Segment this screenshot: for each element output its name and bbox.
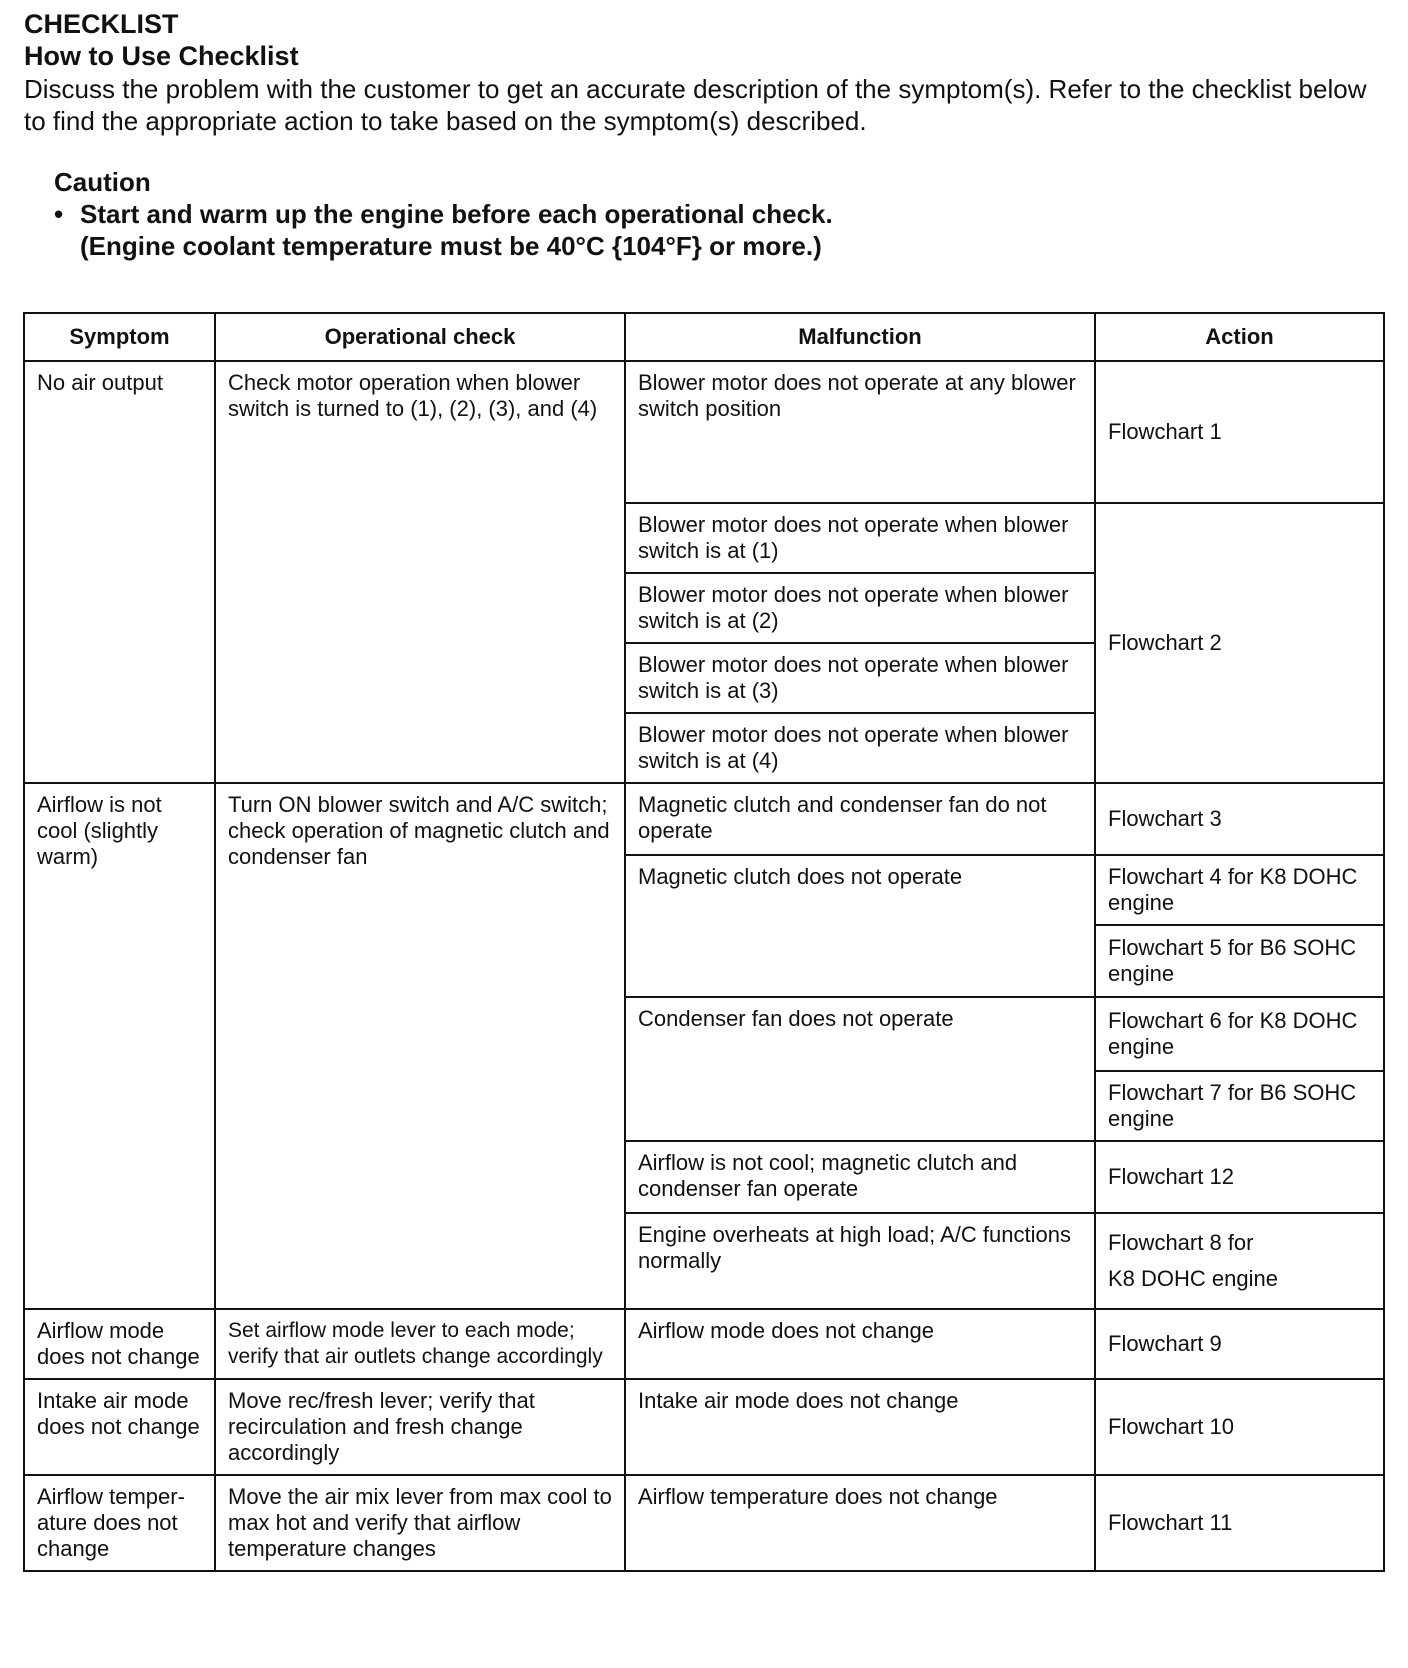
action-cell: Flowchart 5 for B6 SOHC engine bbox=[1095, 925, 1384, 997]
table-row bbox=[24, 783, 1384, 855]
checklist-table bbox=[23, 312, 1385, 1572]
action-cell: Flowchart 12 bbox=[1095, 1141, 1384, 1213]
action-line: Flowchart 8 for bbox=[1108, 1230, 1254, 1255]
caution-line-2: (Engine coolant temperature must be 40°C {104°F} or more.) bbox=[80, 231, 822, 261]
malfunction-cell: Blower motor does not operate when blower switch is at (3) bbox=[625, 643, 1095, 713]
page-title: CHECKLIST bbox=[24, 9, 179, 39]
bullet-icon: • bbox=[54, 199, 64, 229]
operational-check-cell: Check motor operation when blower switch is turned to (1), (2), (3), and (4) bbox=[215, 361, 625, 783]
table-row bbox=[24, 1379, 1384, 1475]
action-cell: Flowchart 4 for K8 DOHC engine bbox=[1095, 855, 1384, 925]
caution-line-1 bbox=[54, 198, 1354, 230]
caution-text-1: Start and warm up the engine before each operational check. bbox=[80, 199, 833, 229]
malfunction-cell: Intake air mode does not change bbox=[625, 1379, 1095, 1475]
table-header-row bbox=[24, 313, 1384, 361]
intro-paragraph: Discuss the problem with the customer to get an accurate description of the symptom(s). Refer to the checklist below to find the appropriate action to take based on the symptom(s) described. bbox=[24, 74, 1367, 136]
malfunction-cell: Magnetic clutch does not operate bbox=[625, 855, 1095, 997]
caution-title: Caution bbox=[54, 167, 151, 197]
malfunction-cell: Blower motor does not operate when blower switch is at (2) bbox=[625, 573, 1095, 643]
symptom-cell: Intake air mode does not change bbox=[24, 1379, 215, 1475]
malfunction-cell: Airflow temperature does not change bbox=[625, 1475, 1095, 1571]
table-row bbox=[24, 1475, 1384, 1571]
malfunction-cell: Blower motor does not operate at any blower switch position bbox=[625, 361, 1095, 503]
table-row bbox=[24, 361, 1384, 503]
action-cell: Flowchart 10 bbox=[1095, 1379, 1384, 1475]
operational-check-cell: Move the air mix lever from max cool to max hot and verify that airflow temperature changes bbox=[215, 1475, 625, 1571]
action-cell bbox=[1095, 1213, 1384, 1309]
operational-check-cell: Turn ON blower switch and A/C switch; check operation of magnetic clutch and condenser fan bbox=[215, 783, 625, 1309]
malfunction-cell: Magnetic clutch and condenser fan do not operate bbox=[625, 783, 1095, 855]
malfunction-cell: Blower motor does not operate when blower switch is at (1) bbox=[625, 503, 1095, 573]
action-cell: Flowchart 7 for B6 SOHC engine bbox=[1095, 1071, 1384, 1141]
section-title: How to Use Checklist bbox=[24, 41, 299, 71]
action-cell: Flowchart 2 bbox=[1095, 503, 1384, 783]
caution-box bbox=[54, 166, 1354, 262]
action-cell: Flowchart 6 for K8 DOHC engine bbox=[1095, 997, 1384, 1071]
col-header-action: Action bbox=[1095, 313, 1384, 361]
symptom-cell: No air output bbox=[24, 361, 215, 783]
symptom-cell: Airflow temper-ature does not change bbox=[24, 1475, 215, 1571]
malfunction-cell: Engine overheats at high load; A/C functions normally bbox=[625, 1213, 1095, 1309]
col-header-symptom: Symptom bbox=[24, 313, 215, 361]
action-cell: Flowchart 11 bbox=[1095, 1475, 1384, 1571]
operational-check-cell: Move rec/fresh lever; verify that recirculation and fresh change accordingly bbox=[215, 1379, 625, 1475]
operational-check-cell: Set airflow mode lever to each mode; verify that air outlets change accordingly bbox=[215, 1309, 625, 1379]
symptom-cell: Airflow is not cool (slightly warm) bbox=[24, 783, 215, 1309]
page-header bbox=[24, 8, 1384, 137]
action-cell: Flowchart 1 bbox=[1095, 361, 1384, 503]
malfunction-cell: Condenser fan does not operate bbox=[625, 997, 1095, 1141]
action-line: K8 DOHC engine bbox=[1108, 1266, 1278, 1291]
malfunction-cell: Airflow is not cool; magnetic clutch and condenser fan operate bbox=[625, 1141, 1095, 1213]
malfunction-cell: Airflow mode does not change bbox=[625, 1309, 1095, 1379]
symptom-cell: Airflow mode does not change bbox=[24, 1309, 215, 1379]
col-header-malfunction: Malfunction bbox=[625, 313, 1095, 361]
action-cell: Flowchart 3 bbox=[1095, 783, 1384, 855]
table-row bbox=[24, 1309, 1384, 1379]
action-cell: Flowchart 9 bbox=[1095, 1309, 1384, 1379]
malfunction-cell: Blower motor does not operate when blower switch is at (4) bbox=[625, 713, 1095, 783]
col-header-operational-check: Operational check bbox=[215, 313, 625, 361]
